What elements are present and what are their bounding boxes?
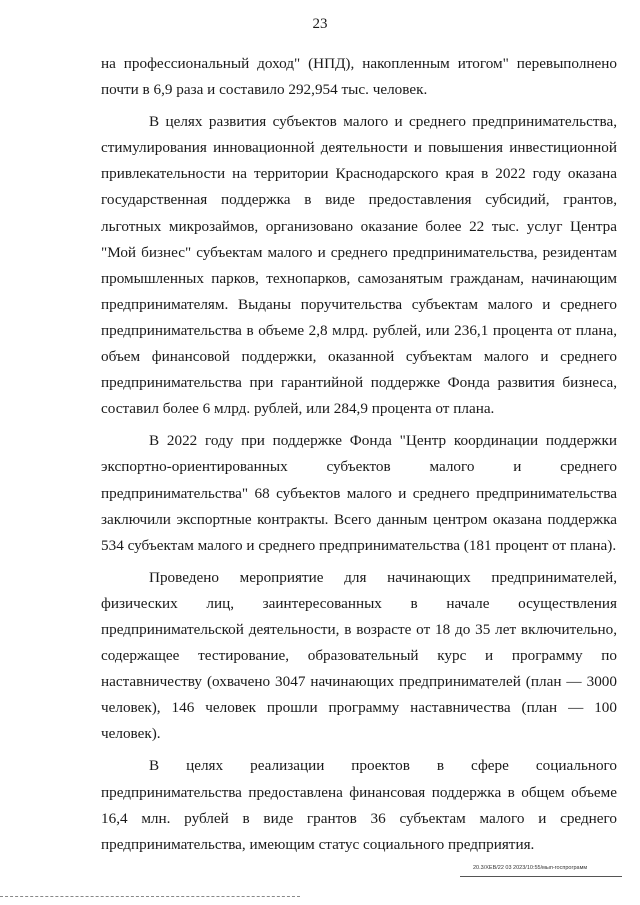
paragraph-social-entrepreneurship: В целях реализации проектов в сфере социального предпринимательства предоставлена финансовая поддержка в общем объеме 16,4 млн. рублей в виде грантов 36 субъектам малого и среднего предпринимательства, имеющим статус социального предприятия.	[101, 757, 617, 853]
paragraph-young-entrepreneurs: Проведено мероприятие для начинающих предпринимателей, физических лиц, заинтересованных в начале осуществления предпринимательской деятельности, в возрасте от 18 до 35 лет включительно, содержащее тестирование, образовательный курс и программу по наставничеству (охвачено 3047 начинающих предпринимателей (план — 3000 человек), 146 человек прошли программу наставничества (план — 100 человек).	[101, 568, 617, 743]
paragraph-export-support: В 2022 году при поддержке Фонда "Центр координации поддержки экспортно-ориентированных субъектов малого и среднего предпринимательства" 68 субъектов малого и среднего предпринимательства заключили экспортные контракты. Всего данным центром оказана поддержка 534 субъектам малого и среднего предпринимательства (181 процент от плана).	[101, 432, 617, 554]
footer-divider	[460, 876, 622, 877]
page-number: 23	[312, 16, 328, 32]
scan-edge-divider	[0, 896, 300, 897]
page-body	[101, 51, 617, 858]
footer-stamp: 20.3/ХЕВ/22 03 2023/10:55/мып-госпрограмм	[473, 865, 588, 871]
paragraph-smb-support: В целях развития субъектов малого и среднего предпринимательства, стимулирования инновационной деятельности и повышения инвестиционной привлекательности на территории Краснодарского края в 2022 году оказана государственная поддержка в виде предоставления субсидий, грантов, льготных микрозаймов, организовано оказание более 22 тыс. услуг Центра "Мой бизнес" субъектам малого и среднего предпринимательства, резидентам промышленных парков, технопарков, самозанятым гражданам, начинающим предпринимателям. Выданы поручительства субъектам малого и среднего предпринимательства в объеме 2,8 млрд. рублей, или 236,1 процента от плана, объем финансовой поддержки, оказанной субъектам малого и среднего предпринимательства при гарантийной поддержке Фонда развития бизнеса, составил более 6 млрд. рублей, или 284,9 процента от плана.	[101, 113, 617, 418]
paragraph-continuation: на профессиональный доход" (НПД), накопленным итогом" перевыполнено почти в 6,9 раза и составило 292,954 тыс. человек.	[101, 55, 617, 99]
